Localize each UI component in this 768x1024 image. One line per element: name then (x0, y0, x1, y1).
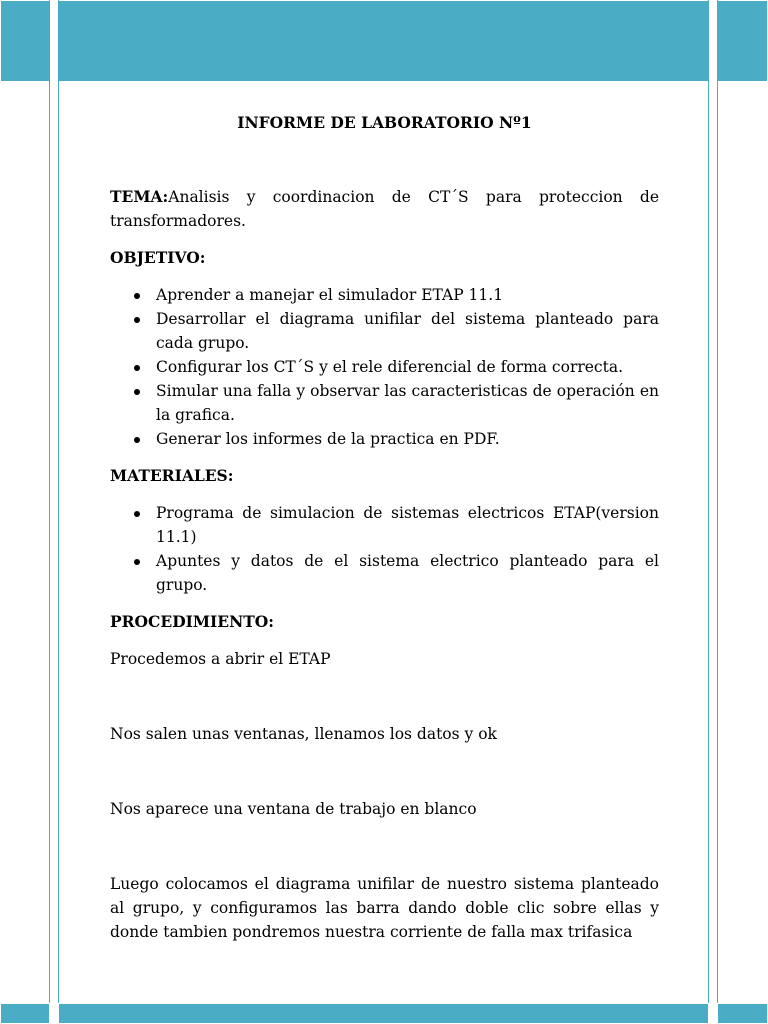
page-border-line (717, 0, 718, 1024)
tema-text: Analisis y coordinacion de CT´S para proteccion de transformadores. (110, 188, 659, 230)
header-band-left (0, 0, 50, 82)
tema-paragraph (110, 185, 659, 233)
bullet-icon (134, 317, 140, 323)
list-item (156, 283, 659, 307)
list-item-text: Aprender a manejar el simulador ETAP 11.1 (156, 286, 504, 304)
bullet-icon (134, 293, 140, 299)
page-border-line (58, 0, 59, 1024)
bullet-icon (134, 511, 140, 517)
tema-label: TEMA: (110, 187, 169, 206)
footer-band-left (0, 1003, 50, 1024)
bullet-icon (134, 365, 140, 371)
list-item (156, 307, 659, 355)
materiales-list (110, 501, 659, 597)
procedimiento-paragraph: Procedemos a abrir el ETAP (110, 650, 331, 668)
objetivo-heading: OBJETIVO: (110, 248, 206, 267)
procedimiento-paragraph: Nos salen unas ventanas, llenamos los datos y ok (110, 725, 497, 743)
list-item-text: Simular una falla y observar las caracteristicas de operación en la grafica. (156, 382, 659, 424)
document-title: INFORME DE LABORATORIO Nº1 (237, 113, 532, 132)
list-item (156, 427, 659, 451)
list-item-text: Configurar los CT´S y el rele diferencial de forma correcta. (156, 358, 624, 376)
list-item (156, 501, 659, 549)
list-item-text: Apuntes y datos de el sistema electrico planteado para el grupo. (156, 552, 659, 594)
procedimiento-paragraph: Nos aparece una ventana de trabajo en blanco (110, 800, 477, 818)
list-item (156, 355, 659, 379)
footer-band-right (717, 1003, 768, 1024)
bullet-icon (134, 559, 140, 565)
objetivo-list (110, 283, 659, 451)
page-border-line (708, 0, 709, 1024)
page-border-line (49, 0, 50, 1024)
procedimiento-paragraph: Luego colocamos el diagrama unifilar de nuestro sistema planteado al grupo, y configuramos las barra dando doble clic sobre ellas y donde tambien pondremos nuestra corriente de falla max trifasica (110, 875, 659, 941)
list-item (156, 379, 659, 427)
materiales-heading: MATERIALES: (110, 466, 234, 485)
bullet-icon (134, 389, 140, 395)
list-item (156, 549, 659, 597)
procedimiento-heading: PROCEDIMIENTO: (110, 612, 275, 631)
document-body (110, 111, 659, 944)
bullet-icon (134, 437, 140, 443)
footer-band (58, 1003, 709, 1024)
header-band (58, 0, 709, 82)
header-band-right (717, 0, 768, 82)
list-item-text: Generar los informes de la practica en PDF. (156, 430, 500, 448)
list-item-text: Programa de simulacion de sistemas electricos ETAP(version 11.1) (156, 504, 659, 546)
list-item-text: Desarrollar el diagrama unifilar del sistema planteado para cada grupo. (156, 310, 659, 352)
